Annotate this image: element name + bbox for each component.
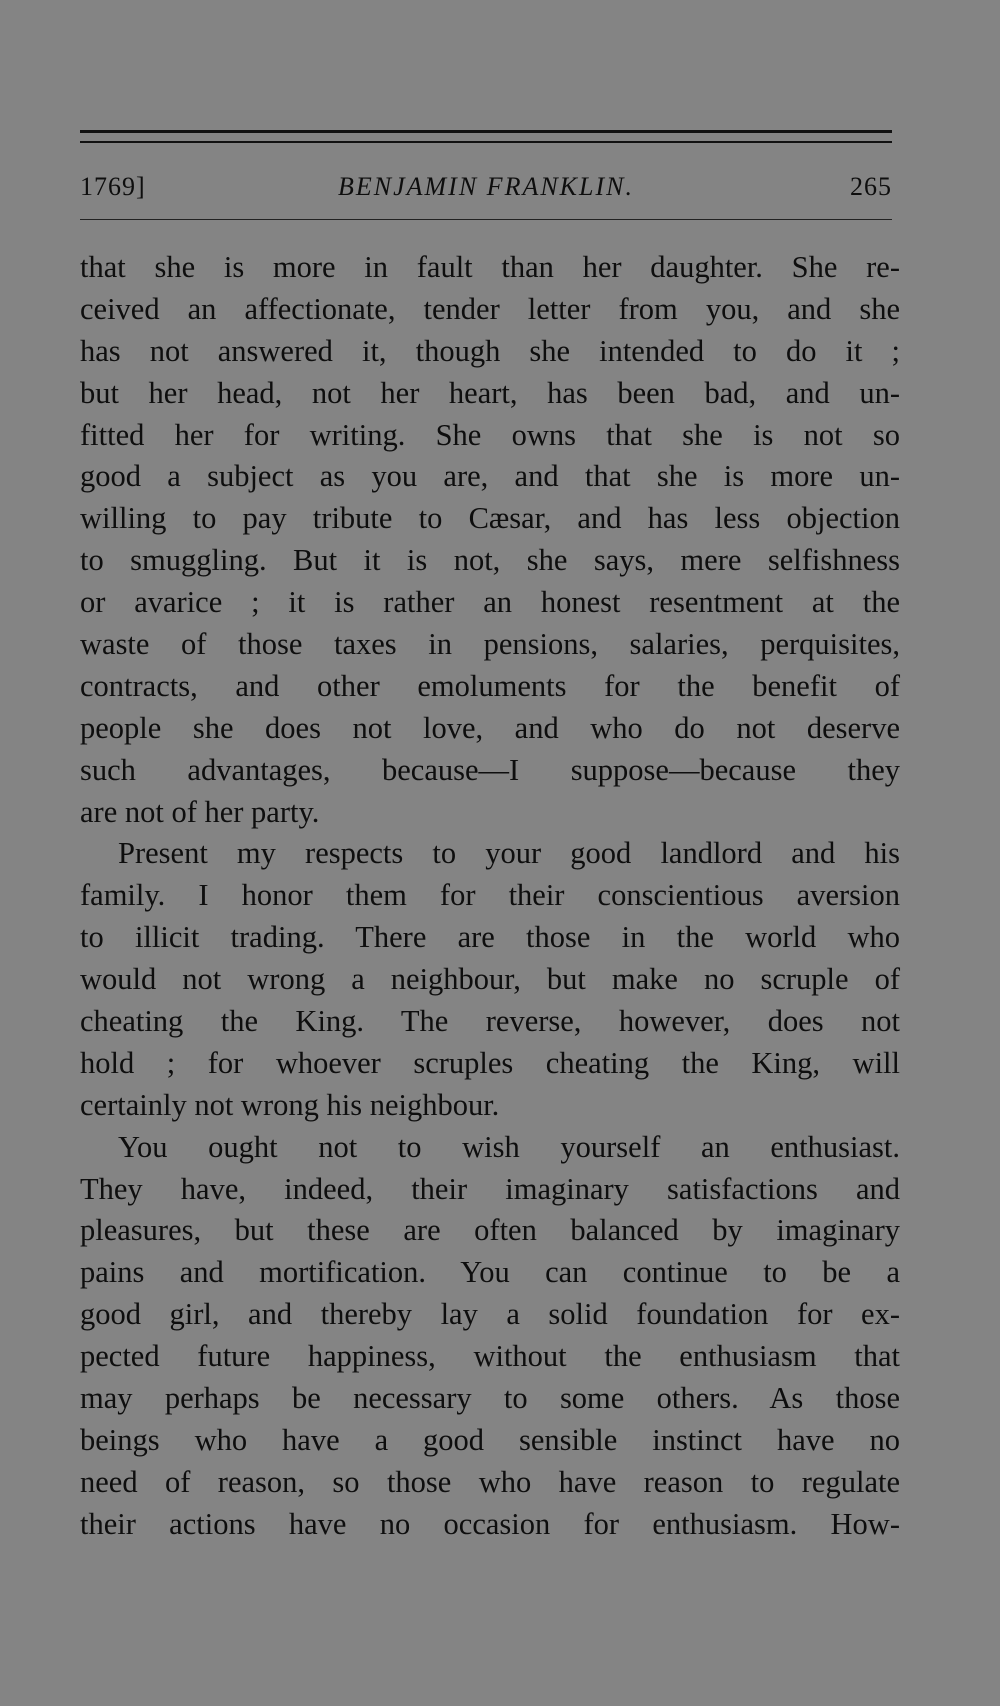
text-line: such advantages, because—I suppose—because they: [80, 752, 900, 787]
body-text: [80, 247, 900, 1546]
header-rule-bottom: [80, 219, 892, 220]
text-line: may perhaps be necessary to some others. As those: [80, 1381, 900, 1416]
text-line: are not of her party.: [80, 794, 320, 829]
header-rule-top: [80, 130, 892, 133]
header-rule-second: [80, 141, 892, 143]
text-line: that she is more in fault than her daughter. She re-: [80, 250, 900, 284]
text-line: certainly not wrong his neighbour.: [80, 1087, 500, 1122]
text-line: good a subject as you are, and that she is more un-: [80, 459, 900, 494]
text-line: to illicit trading. There are those in the world who: [80, 920, 900, 955]
page-number: 265: [850, 172, 892, 201]
text-line: good girl, and thereby lay a solid foundation for ex-: [80, 1297, 900, 1332]
text-line: would not wrong a neighbour, but make no scruple of: [80, 962, 900, 997]
text-line: They have, indeed, their imaginary satisfactions and: [80, 1171, 900, 1206]
text-line: willing to pay tribute to Cæsar, and has less objection: [80, 501, 900, 536]
text-line: pleasures, but these are often balanced by imaginary: [80, 1213, 900, 1248]
text-line: family. I honor them for their conscientious aversion: [80, 878, 900, 913]
header-title: BENJAMIN FRANKLIN.: [338, 172, 634, 201]
text-line: need of reason, so those who have reason to regulate: [80, 1464, 900, 1499]
text-line: Present my respects to your good landlord and his: [118, 836, 900, 871]
text-line: ceived an affectionate, tender letter from you, and she: [80, 291, 900, 326]
text-line: pains and mortification. You can continue to be a: [80, 1255, 900, 1290]
running-head: [80, 167, 892, 207]
text-line: You ought not to wish yourself an enthusiast.: [118, 1129, 900, 1164]
text-line: hold ; for whoever scruples cheating the King, will: [80, 1045, 900, 1080]
text-line: cheating the King. The reverse, however, does not: [80, 1004, 900, 1039]
header-year: 1769]: [80, 172, 146, 201]
text-line: people she does not love, and who do not deserve: [80, 710, 900, 745]
text-line: or avarice ; it is rather an honest resentment at the: [80, 585, 900, 620]
paragraph-2: [80, 833, 900, 1126]
text-line: fitted her for writing. She owns that she is not so: [80, 417, 900, 452]
text-line: contracts, and other emoluments for the benefit of: [80, 668, 900, 703]
text-line: their actions have no occasion for enthusiasm. How-: [80, 1506, 900, 1541]
text-line: but her head, not her heart, has been bad, and un-: [80, 375, 900, 410]
text-line: beings who have a good sensible instinct have no: [80, 1422, 900, 1457]
text-line: waste of those taxes in pensions, salaries, perquisites,: [80, 627, 900, 662]
text-line: has not answered it, though she intended to do it ;: [80, 333, 900, 368]
text-line: to smuggling. But it is not, she says, mere selfishness: [80, 543, 900, 578]
text-line: pected future happiness, without the enthusiasm that: [80, 1339, 900, 1374]
paragraph-3: [80, 1127, 900, 1546]
paragraph-1: [80, 247, 900, 833]
